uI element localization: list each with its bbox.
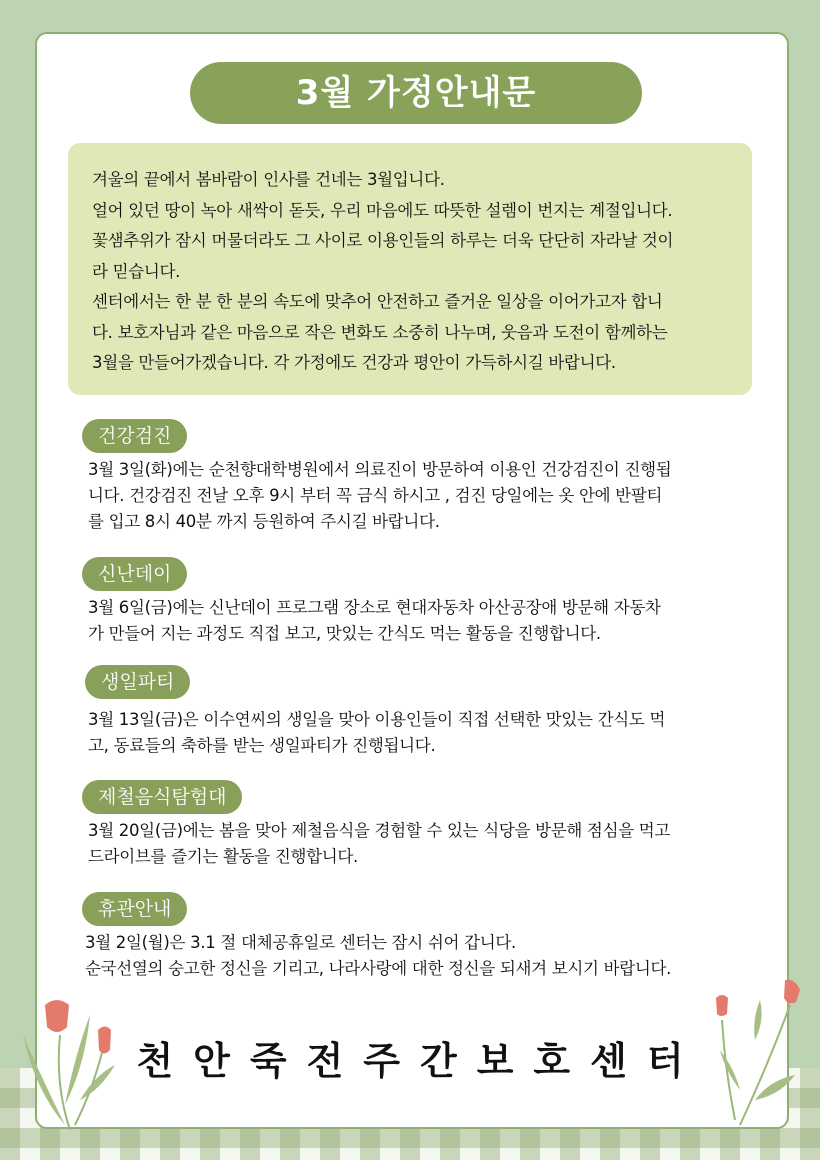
intro-line: 다. 보호자님과 같은 마음으로 작은 변화도 소중히 나누며, 웃음과 도전이 함께하는 <box>92 322 668 342</box>
intro-line: 꽃샘추위가 잠시 머물더라도 그 사이로 이용인들의 하루는 더욱 단단히 자라날 것이 <box>92 231 674 250</box>
intro-box <box>68 143 752 395</box>
section-body-birthday <box>88 707 665 759</box>
section-body-health-checkup <box>88 457 671 535</box>
body-line: 3월 20일(금)에는 봄을 맞아 제철음식을 경험할 수 있는 식당을 방문해 점심을 먹고 <box>88 821 671 840</box>
section-heading-birthday: 생일파티 <box>85 665 190 699</box>
body-line: 고, 동료들의 축하를 받는 생일파티가 진행됩니다. <box>88 736 436 755</box>
intro-line: 겨울의 끝에서 봄바람이 인사를 건네는 3월입니다. <box>92 170 445 189</box>
intro-line: 센터에서는 한 분 한 분의 속도에 맞추어 안전하고 즐거운 일상을 이어가고자 합니 <box>92 292 663 311</box>
section-heading-health-checkup: 건강검진 <box>82 419 187 453</box>
section-heading-seasonal-food: 제철음식탐험대 <box>82 780 242 814</box>
section-heading-fun-day: 신난데이 <box>82 557 187 591</box>
section-body-seasonal-food <box>88 818 670 870</box>
tulip-right-icon <box>700 980 810 1130</box>
body-line: 니다. 건강검진 전날 오후 9시 부터 꼭 금식 하시고 , 검진 당일에는 옷 안에 반팔티 <box>88 486 663 505</box>
body-line: 3월 2일(월)은 3.1 절 대체공휴일로 센터는 잠시 쉬어 갑니다. <box>85 933 516 952</box>
body-line: 가 만들어 지는 과정도 직접 보고, 맛있는 간식도 먹는 활동을 진행합니다. <box>88 624 601 643</box>
body-line: 3월 6일(금)에는 신난데이 프로그램 장소로 현대자동차 아산공장애 방문해 자동차 <box>88 598 661 617</box>
intro-line: 라 믿습니다. <box>92 261 181 281</box>
intro-line: 3월을 만들어가겠습니다. 각 가정에도 건강과 평안이 가득하시길 바랍니다. <box>92 353 616 372</box>
body-line: 3월 13일(금)은 이수연씨의 생일을 맞아 이용인들이 직접 선택한 맛있는 간식도 먹 <box>88 710 666 729</box>
section-heading-closure: 휴관안내 <box>82 892 187 926</box>
body-line: 를 입고 8시 40분 까지 등원하여 주시길 바랍니다. <box>88 512 440 531</box>
body-line: 순국선열의 숭고한 정신을 기리고, 나라사랑에 대한 정신을 되새겨 보시기 바랍니다. <box>85 959 672 978</box>
page-title: 3월 가정안내문 <box>190 62 642 124</box>
tulip-left-icon <box>15 995 125 1135</box>
center-name: 천안죽전주간보호센터 <box>136 1039 704 1083</box>
intro-line: 얼어 있던 땅이 녹아 새싹이 돋듯, 우리 마음에도 따뜻한 설렘이 번지는 계절입니다. <box>92 200 673 220</box>
body-line: 3월 3일(화)에는 순천향대학병원에서 의료진이 방문하여 이용인 건강검진이 진행됩 <box>88 460 672 479</box>
section-body-closure <box>85 930 671 982</box>
section-body-fun-day <box>88 595 661 647</box>
body-line: 드라이브를 즐기는 활동을 진행합니다. <box>88 847 359 866</box>
